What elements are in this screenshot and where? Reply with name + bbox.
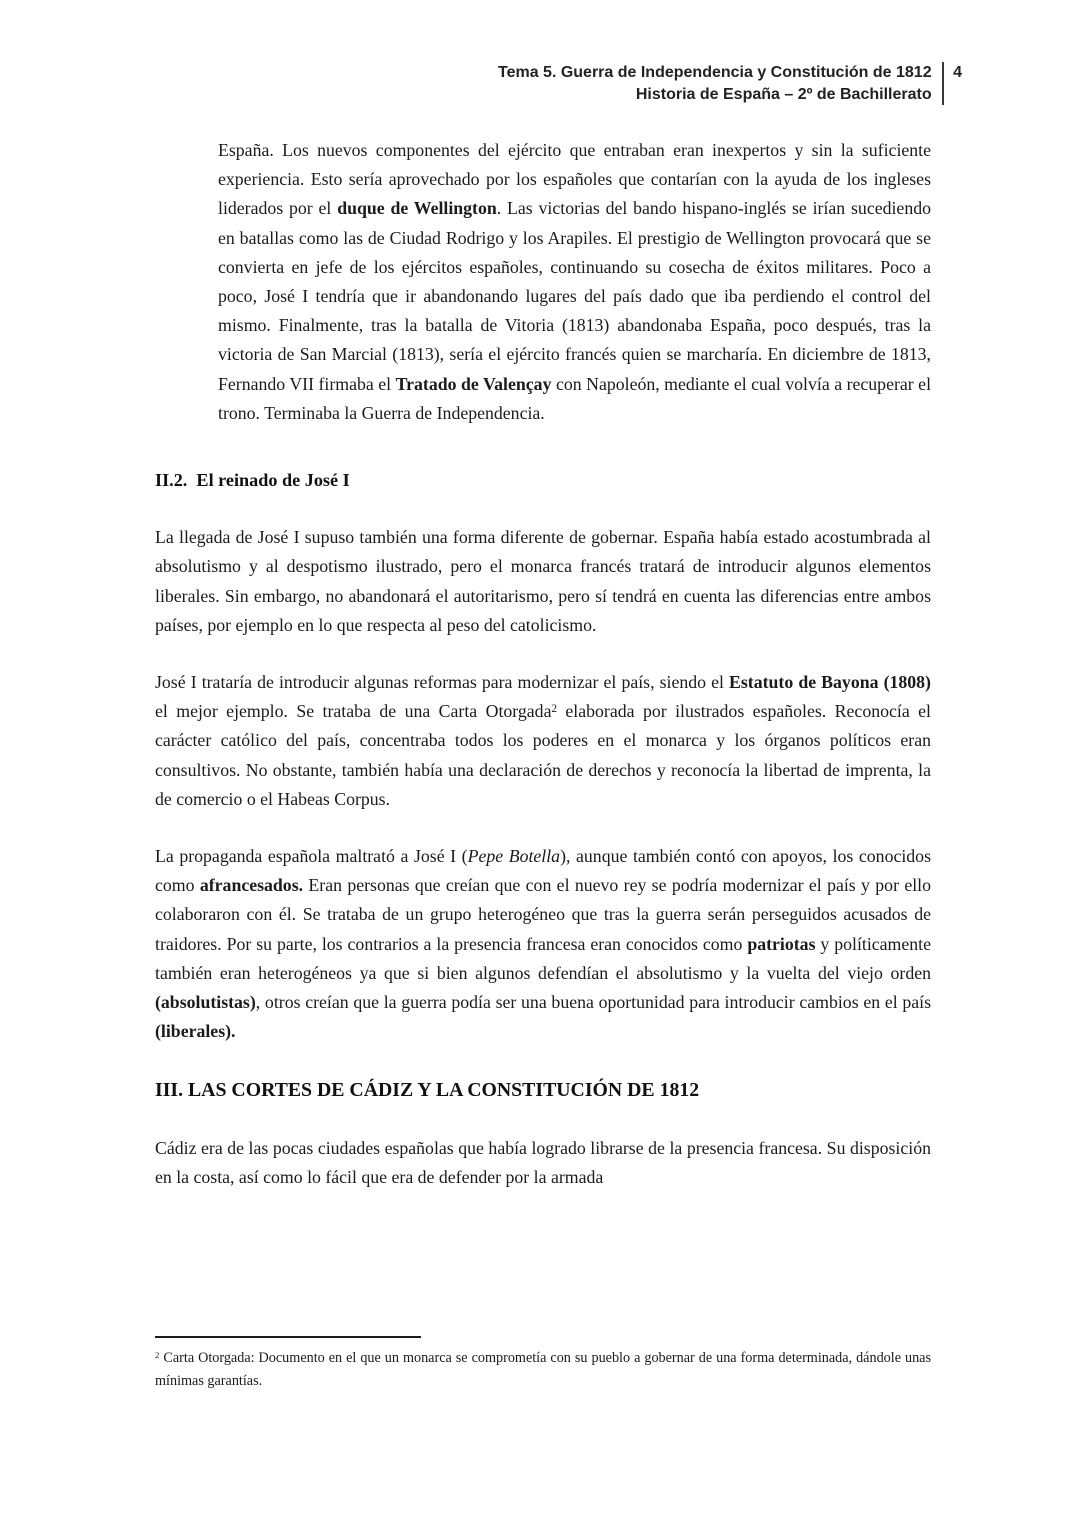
paragraph-estatuto-bayona: José I trataría de introducir algunas reformas para modernizar el país, siendo el Estatuto de Bayona (1808) el mejor ejemplo. Se trataba de una Carta Otorgada$^2$ elaborada por ilustrados españoles. Reconocía el carácter católico del país, concentraba todos los poderes en el monarca y los órganos políticos eran consultivos. No obstante, también había una declaración de derechos y reconocía la libertad de imprenta, la de comercio o el Habeas Corpus. — [155, 672, 931, 809]
paragraph-propaganda-afrancesados: La propaganda española maltrató a José I (Pepe Botella), aunque también contó con apoyos, los conocidos como afrancesados. Eran personas que creían que con el nuevo rey se podría modernizar el país y por ello colaboraron con él. Se trataba de un grupo heterogéneo que tras la guerra serán perseguidos acusados de traidores. Por su parte, los contrarios a la presencia francesa eran conocidos como patriotas y políticamente también eran heterogéneos ya que si bien algunos defendían el absolutismo y la vuelta del viejo orden (absolutistas), otros creían que la guerra podía ser una buena oportunidad para introducir cambios en el país (liberales). — [155, 846, 932, 1042]
section-heading-ii-2: II.2. El reinado de José I — [155, 470, 350, 491]
paragraph-end-of-war: España. Los nuevos componentes del ejército que entraban eran inexpertos y sin la suficiente experiencia. Esto sería aprovechado por los españoles que contarían con la ayuda de los ingleses liderados por el duque de Wellington. Las victorias del bando hispano-inglés se irían sucediendo en batallas como las de Ciudad Rodrigo y los Arapiles. El prestigio de Wellington provocará que se convierta en jefe de los ejércitos españoles, continuando su cosecha de éxitos militares. Poco a poco, José I tendría que ir abandonando lugares del país dado que iba perdiendo el control del mismo. Finalmente, tras la batalla de Vitoria (1813) abandonaba España, poco después, tras la victoria de San Marcial (1813), sería el ejército francés quien se marcharía. En diciembre de 1813, Fernando VII firmaba el Tratado de Valençay con Napoleón, mediante el cual volvía a recuperar el trono. Terminaba la Guerra de Independencia. — [218, 140, 932, 423]
page-header — [498, 62, 962, 105]
header-topic-line: Tema 5. Guerra de Independencia y Constitución de 1812 — [497, 64, 932, 81]
footnote-text: $^2$ Carta Otorgada: Documento en el que un monarca se comprometía con su pueblo a gobernar de una forma determinada, dándole unas mínimas garantías. — [155, 1350, 931, 1389]
footnote-rule — [155, 1336, 421, 1338]
section-heading-iii: III. LAS CORTES DE CÁDIZ Y LA CONSTITUCIÓN DE 1812 — [155, 1079, 700, 1102]
header-course-line: Historia de España – 2º de Bachillerato — [635, 85, 932, 103]
page-number: 4 — [953, 64, 962, 81]
paragraph-cadiz: Cádiz era de las pocas ciudades españolas que había logrado librarse de la presencia francesa. Su disposición en la costa, así como lo fácil que era de defender por la armada — [155, 1137, 931, 1187]
footnote — [155, 1336, 931, 1392]
paragraph-jose-government: La llegada de José I supuso también una forma diferente de gobernar. España había estado acostumbrada al absolutismo y al despotismo ilustrado, pero el monarca francés tratará de introducir algunos elementos liberales. Sin embargo, no abandonará el autoritarismo, pero sí tendrá en cuenta las diferencias entre ambos países, por ejemplo en lo que respecta al peso del catolicismo. — [155, 527, 931, 635]
header-divider — [942, 62, 945, 105]
header-text-block — [498, 62, 932, 105]
document-body — [155, 136, 931, 1220]
